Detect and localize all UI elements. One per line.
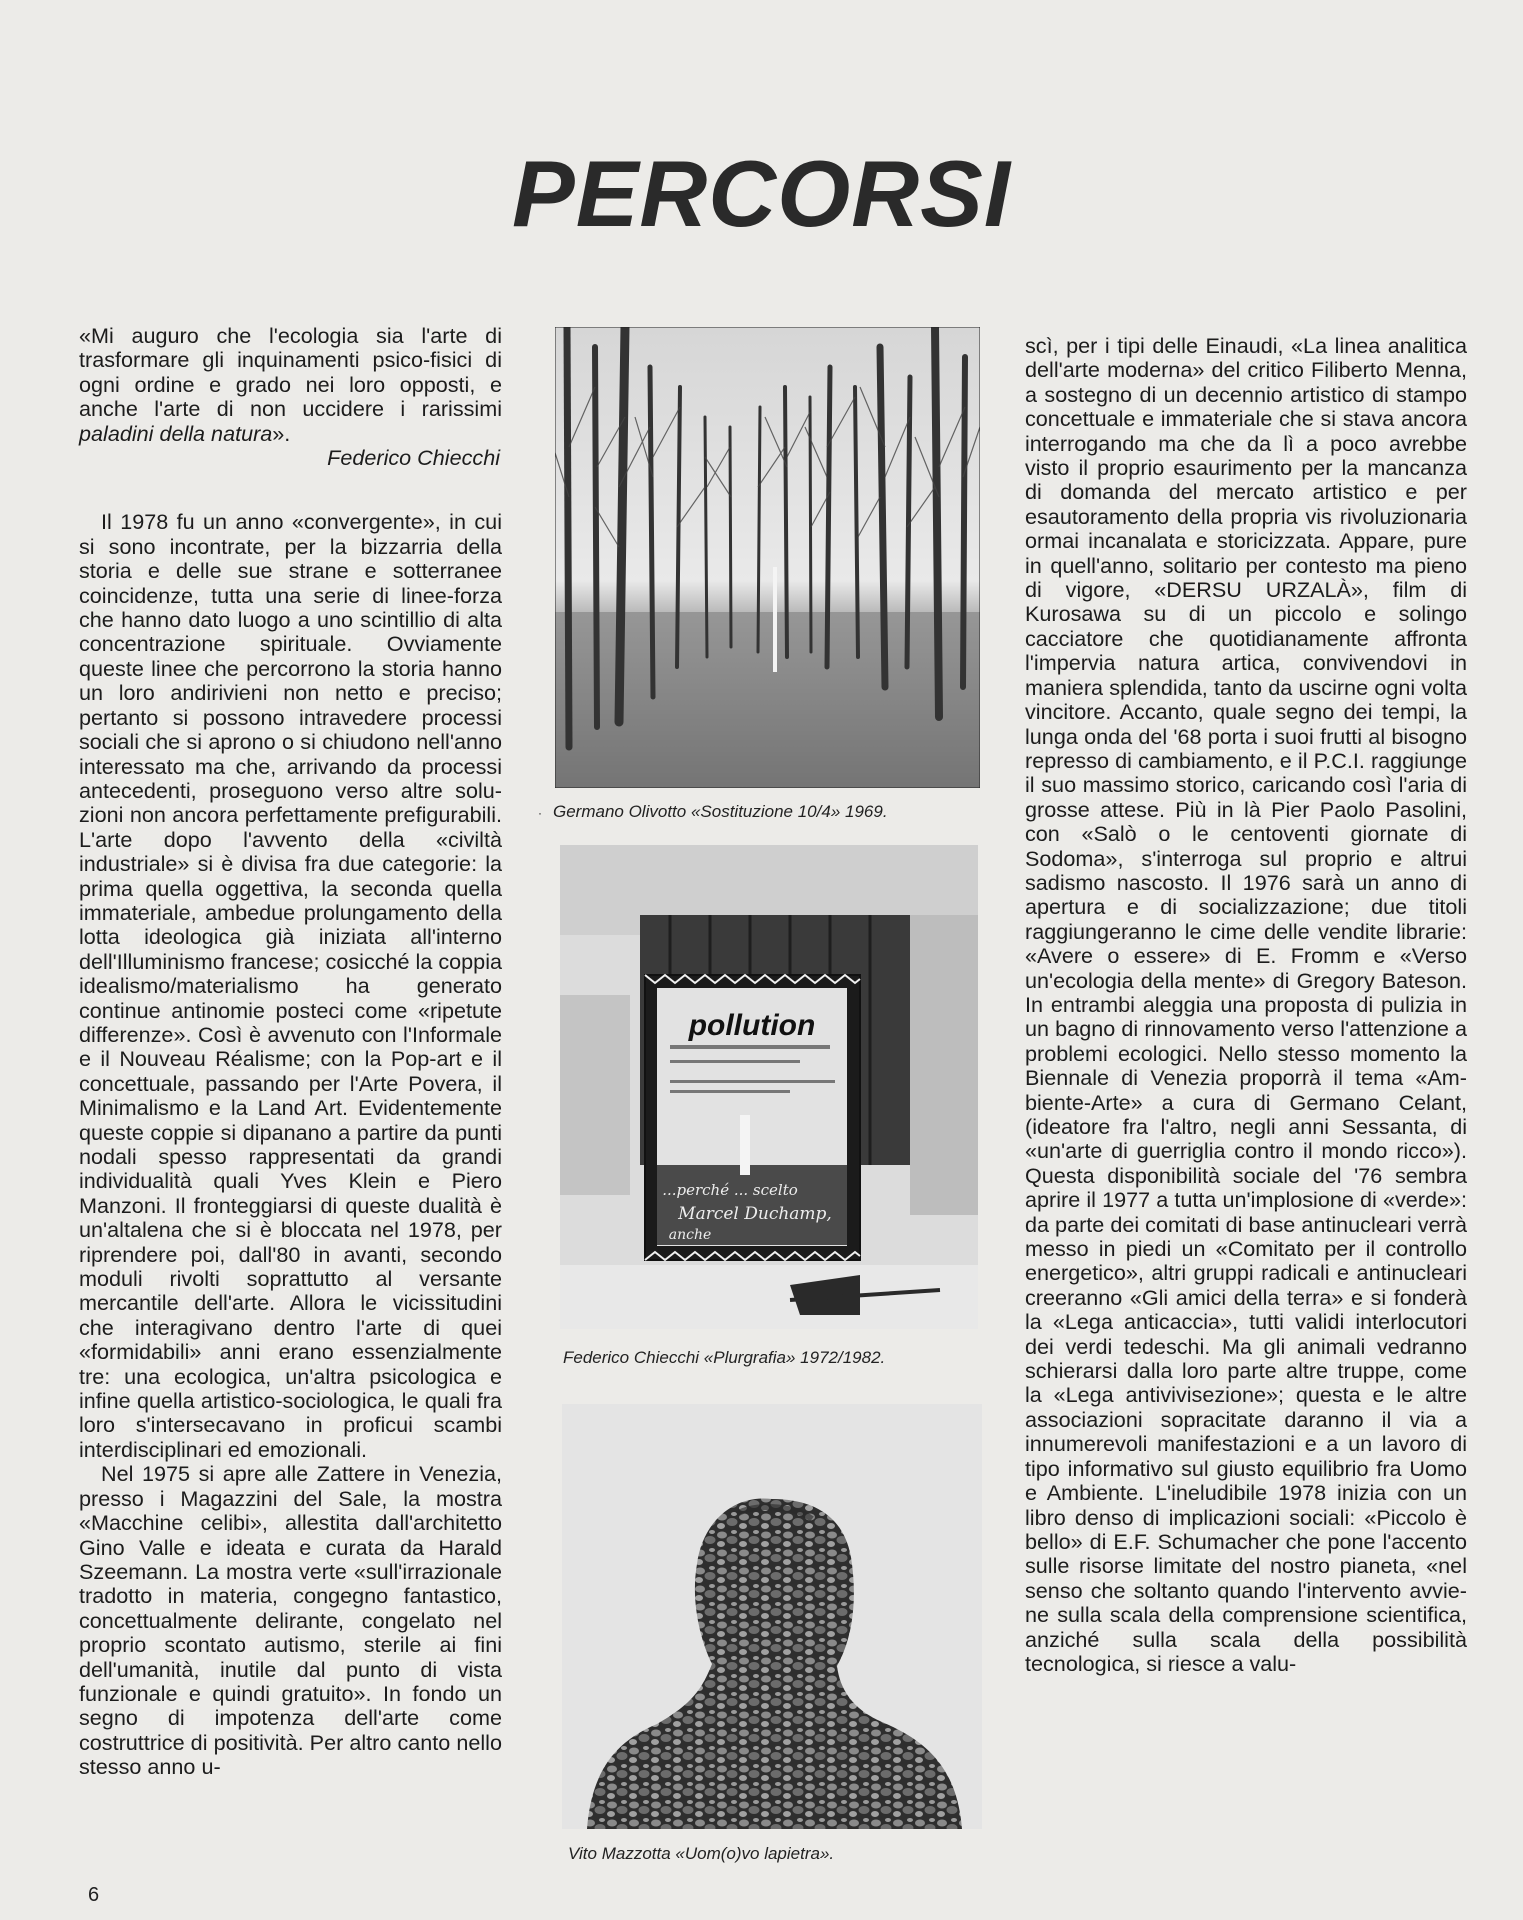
epigraph-text-italic: paladini della natura — [79, 420, 273, 446]
bullet-mark: · — [538, 806, 542, 820]
photo-stone-silhouette — [562, 1404, 982, 1829]
page-number: 6 — [88, 1884, 100, 1906]
photo-pollution-poster — [560, 845, 978, 1329]
body-paragraph: Nel 1975 si apre alle Zattere in Venezia, presso i Magazzini del Sale, la mostra «Macchine celibi», allestita dall'architetto Gino Valle e ideata e curata da Harald Szeemann. La mostra verte «sull'irrazionale tradotto in materia, congegno fantastico, concettualmente delirante, congelato nel proprio scontato autismo, sterile ai fini dell'umanità, inutile dal punto di vista funzionale e quindi gratuito». In fondo un segno di impotenza dell'arte come costruttrice di positività. Per altro canto nello stesso anno u- — [79, 1461, 502, 1780]
body-paragraph: Il 1978 fu un anno «convergente», in cui si sono incontrate, per la bizzarria della storia e delle sue strane e sotterranee coincidenze, tutta una serie di linee-forza che hanno dato luogo a uno scintillio di alta concentrazione spirituale. Ovviamente queste linee che percorrono la storia hanno un loro andirivieni non netto e preciso; pertanto si possono intravedere processi sociali che si aprono o si chiudono nell'anno interessato ma che, arrivando da processi antecedenti, proseguono verso altre soluzioni non ancora perfettamente prefigurabili. L'arte dopo l'avvento della «civiltà industriale» si è divisa fra due categorie: la prima quella oggettiva, la seconda quella immateriale, ambedue prolungamento della lotta ideologica già iniziata all'interno dell'Illuminismo francese; cosicché la coppia idealismo/materialismo ha generato continue antinomie posteci come «ripetute differenze». Così è avvenuto con l'Informale e il Nouveau Réalisme; con la Pop-art e il concettuale, passando per l'Arte Povera, il Minimalismo e la Land Art. Evidentemente queste coppie si dipanano a partire da punti nodali spesso rappresentati da grandi individualità quali Yves Klein e Piero Manzoni. Il fronteggiarsi di queste dualità è un'altalena che si è bloccata nel 1978, per riprendere poi, dall'80 in avanti, secondo moduli rivolti soprattutto al versante mercantile dell'arte. Allora le vicissitudini che interagivano dentro l'arte di quei «formidabili» anni erano essenzialmente tre: una ecologica, un'altra psicologica e infine quella artistico-sociologica, le quali fra loro s'intersecavano in proficui scambi interdisciplinari ed emozionali. — [79, 509, 502, 1462]
caption-photo-stone: Vito Mazzotta «Uom(o)vo lapietra». — [568, 1844, 835, 1863]
poster-heading: pollution — [688, 1009, 816, 1042]
poster-handwriting-2: Marcel Duchamp, — [678, 1204, 832, 1224]
caption-photo-forest: Germano Olivotto «Sostituzione 10/4» 1969. — [553, 802, 888, 821]
epigraph-text-before: «Mi auguro che l'ecologia sia l'arte di trasformare gli inquinamenti psico-fisici di ogni ordine e grado nei loro opposti, e anche l'arte di non uccidere i rarissimi — [79, 323, 502, 422]
right-column — [1025, 334, 1467, 1676]
epigraph — [79, 324, 502, 446]
body-paragraph: scì, per i tipi delle Einaudi, «La linea analitica dell'arte moderna» del critico Filiberto Menna, a sostegno di un decennio artistico di stampo concettuale e immateriale che si stava ancora interrogando ma che da lì a poco avrebbe visto il proprio esaurimento per la mancanza di domanda del mercato artistico e per esautoramento della propria vis rivoluzionaria ormai incanalata e storicizzata. Appare, pure in quell'anno, solitario per contesto ma pieno di vigore, «DERSU URZALÀ», film di Kurosawa su di un piccolo e solingo cacciatore che quotidianamente affronta l'impervia natura artica, convivendovi in maniera splendida, tanto da uscirne ogni volta vincitore. Accanto, quale segno dei tempi, la lunga onda del '68 porta i suoi frutti al bisogno represso di cambiamento, e il P.C.I. raggiunge il suo massimo storico, caricando così l'aria di grosse attese. Più in là Pier Paolo Pasolini, con «Salò o le centoventi giornate di Sodoma», s'interroga sul proprio e altrui sadismo nascosto. Il 1976 sarà un anno di apertura e di socializzazione; due titoli raggiungeranno le cime delle vendite librarie: «Avere o essere» di E. Fromm e «Verso un'ecologia della mente» di Gregory Bateson. In entrambi aleggia una proposta di pulizia in un bagno di rinnovamento verso l'attenzione a problemi ecologici. Nello stesso momento la Biennale di Venezia proporrà il tema «Ambiente-Arte» a cura di Germano Celant, (ideatore fra l'altro, negli anni Sessanta, di «un'arte di guerriglia contro il mondo ricco»). Questa disponibilità sociale del '76 sembra aprire il 1977 a tutta un'implosione di «verde»: da parte dei comitati di base antinucleari verrà messo in piedi un «Comitato per il controllo energetico», altri gruppi radicali e antinucleari creeranno «Gli amici della terra» e si fonderà la «Lega anticaccia», tutti validi interlocutori dei verdi tedeschi. Ma gli animali vedranno schierarsi dalla loro parte altre truppe, come la «Lega antivivisezione»; questa e le altre associazioni sopracitate daranno il via a innumerevoli manifestazioni e a un lavoro di tipo informativo sul giusto equilibrio fra Uomo e Ambiente. L'ineludibile 1978 inizia con un libro denso di implicazioni sociali: «Piccolo è bello» di E.F. Schumacher che pone l'accento sulle risorse limitate del nostro pianeta, «nel senso che soltanto quando l'intervento avviene sulla scala della comprensione scientifica, anziché sulla scala della possibilità tecnologica, si riesce a valu- — [1025, 333, 1467, 1676]
epigraph-author: Federico Chiecchi — [327, 445, 500, 471]
epigraph-text-after: ». — [272, 420, 291, 446]
caption-photo-pollution: Federico Chiecchi «Plurgrafia» 1972/1982. — [563, 1348, 886, 1367]
poster-handwriting-1: ...perché ... scelto — [662, 1181, 798, 1199]
photo-forest — [555, 327, 980, 788]
poster-handwriting-3: anche — [668, 1227, 712, 1243]
page-title: PERCORSI — [512, 141, 1011, 246]
left-column — [79, 324, 502, 1780]
